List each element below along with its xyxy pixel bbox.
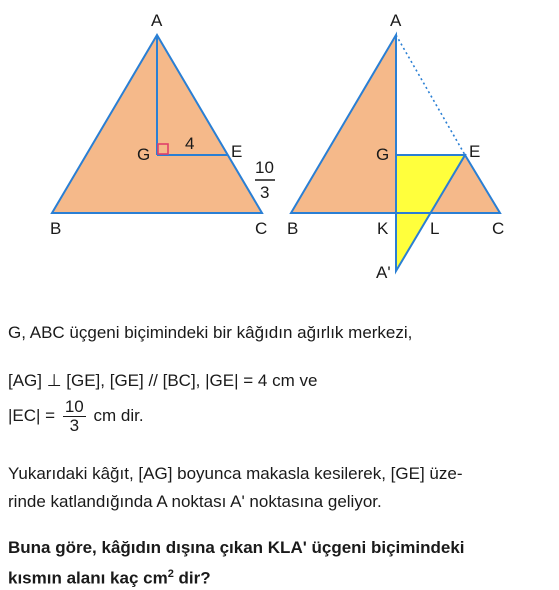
ec-fraction-numerator: 10: [64, 397, 84, 416]
problem-line-1: G, ABC üçgeni biçimindeki bir kâğıdın ağırlık merkezi,: [8, 323, 413, 342]
label-a: A: [390, 11, 402, 30]
problem-line-3: [8, 398, 144, 435]
question-text: kısmın alanı kaç cm: [8, 568, 168, 588]
label-ec-numerator: 10: [255, 158, 274, 177]
segment-ae-dotted: [396, 35, 465, 155]
paragraph-2-line-1: Yukarıdaki kâğıt, [AG] boyunca makasla kesilerek, [GE] üze-: [8, 464, 463, 483]
label-a: A: [151, 11, 163, 30]
remaining-paper-left: [291, 35, 396, 213]
problem-line-2: [AG] ⊥ [GE], [GE] // [BC], |GE| = 4 cm ve: [8, 371, 318, 390]
right-triangle-figure: [287, 11, 504, 282]
label-e: E: [469, 142, 481, 161]
label-ge-length: 4: [185, 134, 195, 153]
question-line-2: [8, 563, 211, 590]
label-k: K: [377, 219, 389, 238]
label-e: E: [231, 142, 243, 161]
ec-expression: |EC| =: [8, 405, 56, 425]
ec-fraction: [63, 398, 86, 435]
label-a-prime: A': [376, 263, 391, 282]
left-triangle-figure: [50, 11, 275, 238]
label-c: C: [492, 219, 505, 238]
label-c: C: [255, 219, 268, 238]
label-b: B: [287, 219, 299, 238]
ec-fraction-denominator: 3: [69, 416, 80, 435]
paragraph-2-line-2: rinde katlandığında A noktası A' noktasına geliyor.: [8, 492, 382, 511]
question-end: dir?: [173, 568, 211, 588]
label-l: L: [430, 219, 440, 238]
label-b: B: [50, 219, 62, 238]
area-unit-exponent: 2: [167, 568, 174, 580]
label-g: G: [137, 145, 151, 164]
ec-unit: cm dir.: [93, 405, 144, 425]
label-g: G: [376, 145, 390, 164]
label-ec-denominator: 3: [260, 183, 270, 202]
question-line-1: Buna göre, kâğıdın dışına çıkan KLA' üçgeni biçimindeki: [8, 538, 465, 557]
